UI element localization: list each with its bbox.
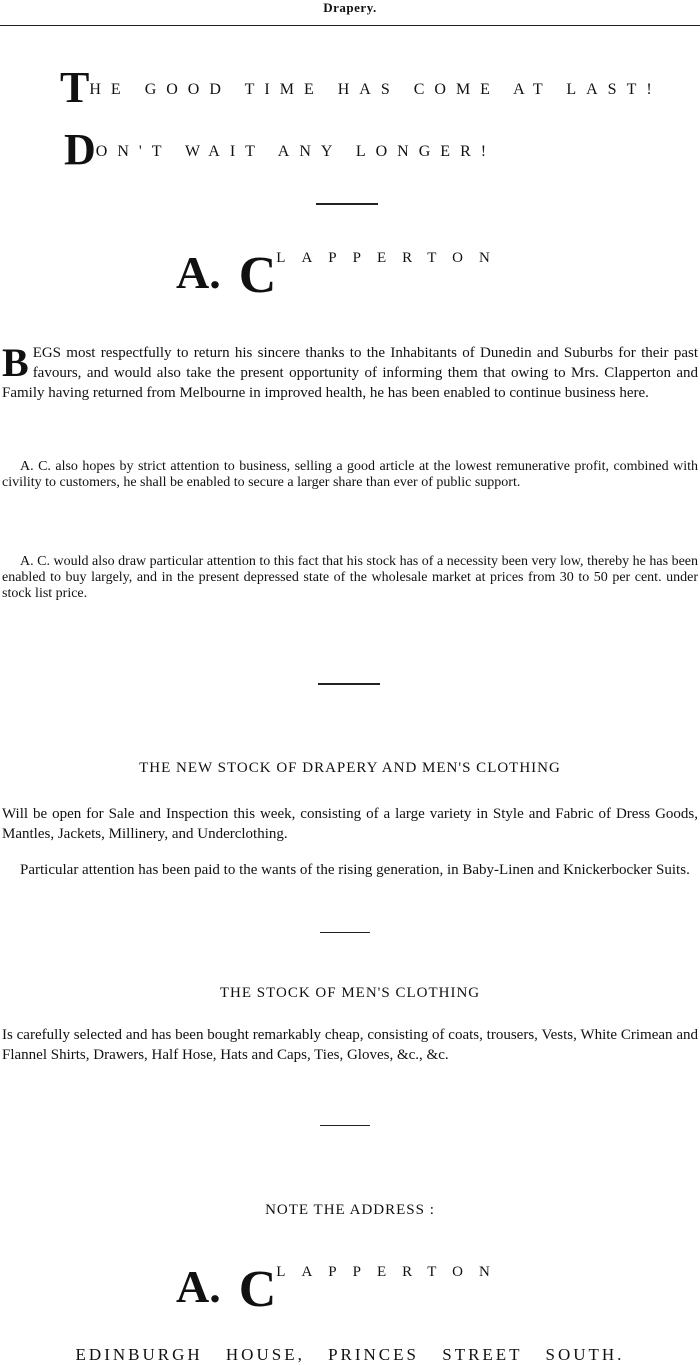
headline-good-time-text: HE GOOD TIME HAS COME AT LAST! [89, 81, 662, 98]
section-mens-body: Is carefully selected and has been bought remarkably cheap, consisting of coats, trousers, Vests, White Crimean and Flannel Shirts, Drawers, Half Hose, Hats and Caps, Ties, Gloves, &c., &c. [2, 1027, 698, 1063]
paragraph-dropcap: B [2, 340, 29, 385]
note-address-label: NOTE THE ADDRESS : [265, 1202, 435, 1218]
section-new-stock-note-text: Particular attention has been paid to the wants of the rising generation, in Baby-Linen and Knickerbocker Suits. [20, 862, 690, 878]
divider-rule [316, 203, 378, 205]
paragraph-attention [2, 459, 698, 491]
divider-rule [320, 1125, 370, 1126]
section-mens-title: THE STOCK OF MEN'S CLOTHING [219, 985, 481, 1001]
paragraph-thanks [2, 340, 698, 403]
section-new-stock-title: THE NEW STOCK OF DRAPERY AND MEN'S CLOTHING [139, 760, 561, 776]
section-new-stock-note [2, 860, 698, 880]
address-line: EDINBURGH HOUSE, PRINCES STREET SOUTH. [75, 1345, 625, 1364]
headline-dont-wait [64, 125, 497, 174]
section-new-stock-body: Will be open for Sale and Inspection this week, consisting of a large variety in Style and Fabric of Dress Goods, Mantles, Jackets, Millinery, and Underclothing. [2, 806, 698, 842]
headline-good-time-cap: T [60, 63, 90, 112]
paragraph-thanks-text: EGS most respectfully to return his sincere thanks to the Inhabitants of Dunedin and Suburbs for their past favours, and would also take the present opportunity of informing them that owing to Mrs. Clapperton and Family having returned from Melbourne in improved health, he has been enabled to continue business here. [2, 345, 698, 401]
merchant-name-rest: LAPPERTON [276, 1264, 506, 1280]
merchant-name-rest: LAPPERTON [276, 250, 506, 266]
headline-dont-wait-cap: D [64, 125, 96, 174]
header-rule [0, 25, 700, 26]
divider-rule [318, 683, 380, 685]
paragraph-stock-low [2, 554, 698, 602]
merchant-name-top [176, 246, 506, 305]
merchant-name-initial: A. [176, 247, 221, 298]
headline-good-time [60, 63, 662, 112]
page-header-title: Drapery. [323, 0, 377, 15]
divider-rule [320, 932, 370, 933]
merchant-name-big-c: C [238, 1261, 277, 1318]
paragraph-attention-text: A. C. also hopes by strict attention to business, selling a good article at the lowest remunerative profit, combined with civility to customers, he shall be enabled to secure a larger share than ever of public support. [2, 459, 698, 490]
headline-dont-wait-text: ON'T WAIT ANY LONGER! [95, 143, 497, 160]
merchant-name-bottom [176, 1260, 506, 1319]
merchant-name-big-c: C [238, 247, 277, 304]
merchant-name-initial: A. [176, 1261, 221, 1312]
paragraph-stock-low-text: A. C. would also draw particular attention to this fact that his stock has of a necessity been very low, thereby he has been enabled to buy largely, and in the present depressed state of the wholesale market at prices from 30 to 50 per cent. under stock list price. [2, 554, 698, 601]
